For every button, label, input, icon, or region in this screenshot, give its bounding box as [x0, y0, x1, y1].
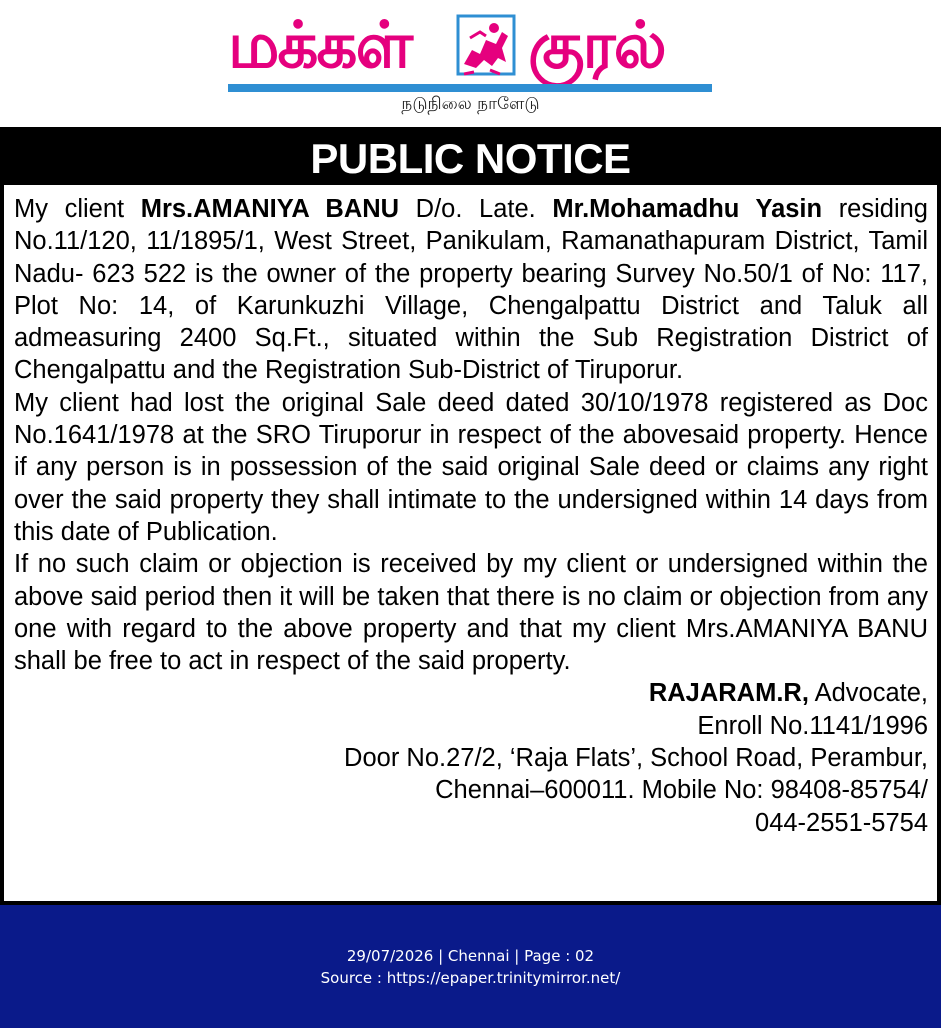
logo-underline-bar — [228, 84, 712, 92]
advocate-role: Advocate, — [808, 679, 928, 708]
p1-text-3: residing No.11/120, 11/1895/1, West Street, Panikulam, Ramanathapuram District, Tamil Nadu- 623 522 is the owner of the property bearing Survey No.50/1 of No: 117, Plot No: 14, of Karunkuzhi Village, Chengalpattu District and Taluk all admeasuring 2400 Sq.Ft., situated within the Sub Registration District of Chengalpattu and the Registration Sub-District of Tiruporur. — [14, 195, 928, 385]
phone-line: 044-2551-5754 — [755, 808, 928, 837]
notice-body — [4, 185, 937, 901]
footer-bar — [0, 905, 941, 1028]
footer-source-link[interactable]: Source : https://epaper.trinitymirror.net/ — [320, 969, 621, 987]
logo-word-left: மக்கள் — [228, 9, 412, 83]
p1-text-2: D/o. Late. — [399, 195, 553, 223]
p1-text-1: My client — [14, 195, 141, 223]
notice-paragraph-2: My client had lost the original Sale deed dated 30/10/1978 registered as Doc No.1641/1978 at the SRO Tiruporur in respect of the abovesaid property. Hence if any person is in possession of the said original Sale deed or claims any right over the said property they shall intimate to the undersigned within 14 days from this date of Publication. — [14, 388, 928, 546]
public-notice-box — [0, 127, 941, 905]
masthead — [0, 0, 941, 127]
tagline: நடுநிலை நாளேடு — [401, 94, 540, 114]
city-mobile-line: Chennai–600011. Mobile No: 98408-85754/ — [435, 776, 928, 805]
horse-rider-emblem-icon — [450, 14, 520, 78]
newspaper-logo — [228, 8, 714, 84]
notice-paragraph-3: If no such claim or objection is received by my client or undersigned within the above said period then it will be taken that there is no claim or objection from any one with regard to the above property and that my client Mrs.AMANIYA BANU shall be free to act in respect of the said property. — [14, 550, 928, 676]
advocate-name: RAJARAM.R, — [648, 679, 809, 708]
advocate-signature-block — [14, 677, 928, 838]
client-name: Mrs.AMANIYA BANU — [140, 195, 400, 223]
enroll-number: Enroll No.1141/1996 — [697, 711, 928, 740]
logo-word-right: குரல் — [528, 9, 665, 83]
footer-date-city-page: 29/07/2026 | Chennai | Page : 02 — [346, 947, 595, 965]
notice-title: PUBLIC NOTICE — [310, 135, 631, 182]
father-name: Mr.Mohamadhu Yasin — [552, 195, 823, 223]
signature-line-1 — [14, 677, 928, 709]
address-line: Door No.27/2, ‘Raja Flats’, School Road, Perambur, — [344, 744, 928, 773]
notice-paragraph-1 — [14, 193, 928, 387]
